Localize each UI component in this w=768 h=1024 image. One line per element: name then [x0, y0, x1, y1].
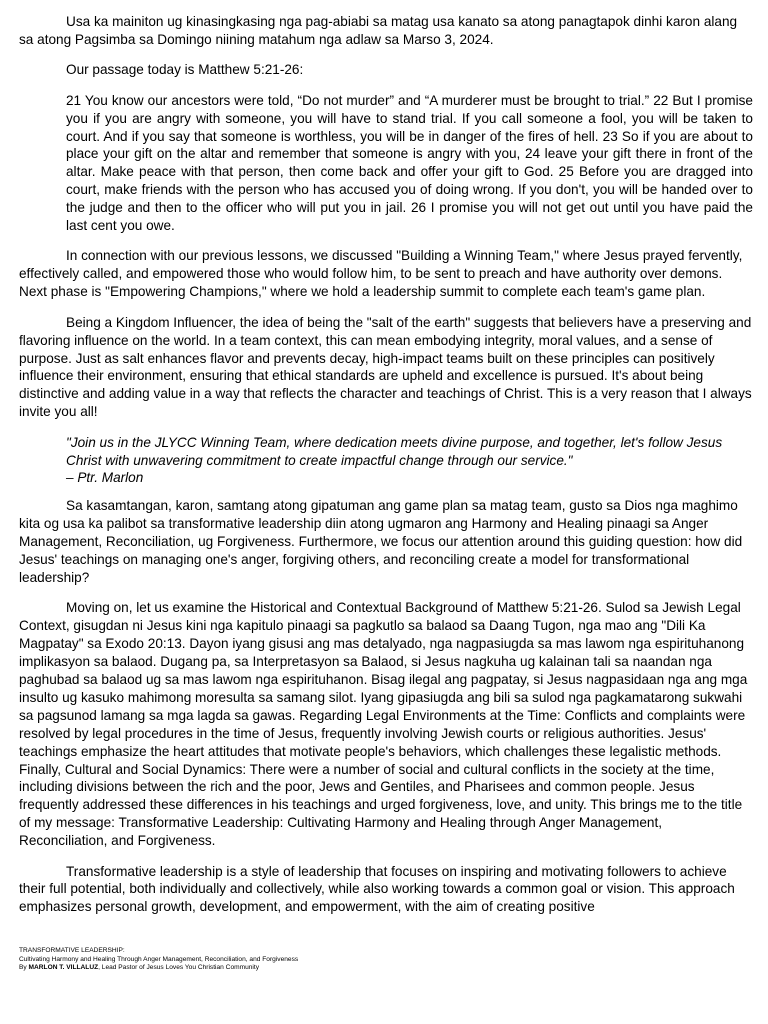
footer-by-prefix: By [19, 964, 29, 972]
paragraph-game-plan: Sa kasamtangan, karon, samtang atong gipatuman ang game plan sa matag team, gusto sa Dios nga maghimo kita og usa ka palibot sa transformative leadership diin atong ugmaron ang Harmony and Healing pinaagi sa Anger Management, Reconciliation, ug Forgiveness. Furthermore, we focus our attention around this guiding question: how did Jesus' teachings on managing one's anger, forgiving others, and reconciling create a model for transformational leadership? [19, 498, 743, 585]
quote-attribution: – Ptr. Marlon [66, 470, 144, 486]
page-footer [19, 947, 298, 973]
footer-subtitle: Cultivating Harmony and Healing Through Anger Management, Reconciliation, and Forgiveness [19, 955, 299, 963]
paragraph-kingdom-influencer: Being a Kingdom Influencer, the idea of being the "salt of the earth" suggests that believers have a preserving and flavoring influence on the world. In a team context, this can mean embodying integrity, moral values, and a sense of purpose. Just as salt enhances flavor and prevents decay, high-impact teams built on these principles can positively influence their environment, ensuring that ethical standards are upheld and excellence is pursued. It's about being distinctive and adding value in a way that reflects the character and teachings of Christ. This is a very reason that I always invite you all! [19, 314, 752, 420]
paragraph-transformative-leadership: Transformative leadership is a style of leadership that focuses on inspiring and motivating followers to achieve their full potential, both individually and collectively, while also working towards a common goal or vision. This approach emphasizes personal growth, development, and empowerment, with the aim of creating positive [19, 863, 735, 915]
footer-title: TRANSFORMATIVE LEADERSHIP: [19, 947, 125, 954]
paragraph-passage-intro: Our passage today is Matthew 5:21-26: [66, 62, 304, 78]
scripture-passage: 21 You know our ancestors were told, “Do not murder” and “A murderer must be brought to trial.” 22 But I promise you if you are angry with someone, you will have to stand trial. If you call someone a fool, you will be taken to court. And if you say that someone is worthless, you will be in danger of the fires of hell. 23 So if you are about to place your gift on the altar and remember that someone is angry with you, 24 leave your gift there in front of the altar. Make peace with that person, then come back and offer your gift to God. 25 Before you are dragged into court, make friends with the person who has accused you of doing wrong. If you don't, you will be handed over to the judge and then to the officer who will put you in jail. 26 I promise you will not get out until you have paid the last cent you owe. [66, 92, 753, 234]
quote-text: "Join us in the JLYCC Winning Team, where dedication meets divine purpose, and together, let's follow Jesus Christ with unwavering commitment to create impactful change through our service." [66, 434, 723, 468]
paragraph-previous-lessons: In connection with our previous lessons, we discussed "Building a Winning Team," where Jesus prayed fervently, effectively called, and empowered those who would follow him, to be sent to preach and have authority over demons. Next phase is "Empowering Champions," where we hold a leadership summit to complete each team's game plan. [19, 248, 743, 300]
footer-byline [19, 964, 298, 973]
paragraph-welcome: Usa ka mainiton ug kinasingkasing nga pag-abiabi sa matag usa kanato sa atong panagtapok dinhi karon alang sa atong Pagsimba sa Domingo niining matahum nga adlaw sa Marso 3, 2024. [19, 14, 738, 47]
footer-author-suffix: , Lead Pastor of Jesus Loves You Christian Community [98, 964, 260, 972]
footer-author: MARLON T. VILLALUZ [28, 964, 99, 972]
quote-block [66, 434, 753, 488]
document-body [19, 13, 753, 929]
paragraph-background: Moving on, let us examine the Historical and Contextual Background of Matthew 5:21-26. Sulod sa Jewish Legal Context, gisugdan ni Jesus kini nga kapitulo pinaagi sa pagkutlo sa balaod sa Daang Tugon, nga mao ang "Dili Ka Magpatay" sa Exodo 20:13. Dayon iyang gisusi ang mas detalyado, nga nagpasiugda sa mas lawom nga espirituhanong implikasyon sa balaod. Dugang pa, sa Interpretasyon sa Balaod, si Jesus nagkuha ug kalainan tali sa naandan nga paghubad sa balaod ug sa mas lawom nga espirituhanon. Bisag ilegal ang pagpatay, si Jesus nagpasidaan nga ang mga insulto ug kasuko mahimong moresulta sa samang silot. Iyang gipasiugda ang bili sa sulod nga pagkamatarong sukwahi sa pagsunod lamang sa mga lagda sa gawas. Regarding Legal Environments at the Time: Conflicts and complaints were resolved by legal procedures in the time of Jesus, frequently involving Jewish courts or religious authorities. Jesus' teachings emphasize the heart attitudes that motivate people's behaviors, which challenges these legalistic methods. Finally, Cultural and Social Dynamics: There were a number of social and cultural conflicts in the society at the time, including divisions between the rich and the poor, Jews and Gentiles, and Pharisees and common people. Jesus frequently addressed these differences in his teachings and urged forgiveness, love, and unity. This brings me to the title of my message: Transformative Leadership: Cultivating Harmony and Healing through Anger Management, Reconciliation, and Forgiveness. [19, 600, 748, 849]
